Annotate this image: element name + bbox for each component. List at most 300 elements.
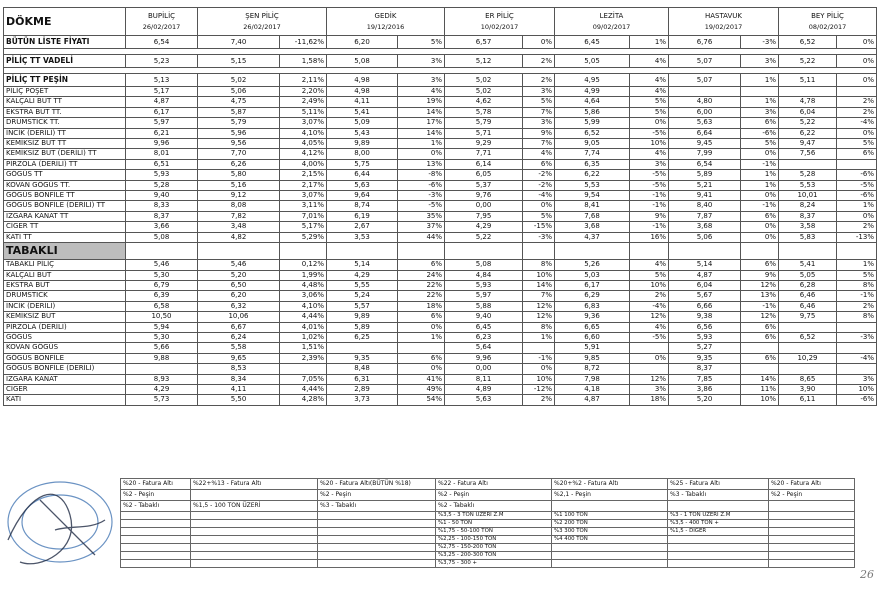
percent-diff-cell: 7% [523, 107, 555, 117]
percent-diff-cell: -6% [398, 180, 445, 190]
price-cell: 6,46 [779, 291, 837, 301]
empty-cell [837, 243, 877, 260]
table-row [4, 211, 877, 221]
price-cell: 8,93 [126, 374, 198, 384]
percent-diff-cell: 2% [523, 395, 555, 405]
price-cell: 7,70 [198, 149, 280, 159]
percent-diff-cell: 1,99% [280, 270, 327, 280]
row-label: KALÇALI BUT TT [4, 97, 126, 107]
price-cell: 5,64 [445, 343, 523, 353]
price-cell: 5,83 [779, 232, 837, 242]
price-cell: 5,50 [198, 395, 280, 405]
empty-cell [318, 560, 436, 568]
percent-diff-cell: 5% [523, 211, 555, 221]
price-cell [126, 364, 198, 374]
price-cell: 4,87 [126, 97, 198, 107]
percent-diff-cell: 18% [398, 301, 445, 311]
row-label: İNCİK (DERİLİ) TT [4, 128, 126, 138]
row-label: PİRZOLA (DERİLİ) TT [4, 159, 126, 169]
percent-diff-cell: 2,11% [280, 74, 327, 87]
price-cell: 5,46 [126, 260, 198, 270]
percent-diff-cell: 1,58% [280, 55, 327, 68]
percent-diff-cell: 6% [741, 332, 779, 342]
company-stamp-signature [0, 470, 118, 580]
volume-term-cell: %1 - 50 TON [436, 520, 552, 528]
price-cell: 9,12 [198, 191, 280, 201]
price-cell: 5,93 [445, 280, 523, 290]
empty-cell [121, 528, 191, 536]
volume-terms-row [121, 528, 855, 536]
percent-diff-cell: 3% [741, 55, 779, 68]
price-cell: 9,35 [327, 353, 398, 363]
table-row [4, 128, 877, 138]
percent-diff-cell: 5,17% [280, 222, 327, 232]
company-header [126, 8, 198, 36]
price-cell: 5,57 [327, 301, 398, 311]
row-label: KATI [4, 395, 126, 405]
price-cell: 5,11 [779, 74, 837, 87]
price-cell: 4,11 [327, 97, 398, 107]
percent-diff-cell: 54% [398, 395, 445, 405]
price-cell: 5,02 [445, 87, 523, 97]
company-header [779, 8, 877, 36]
price-cell: 5,41 [327, 107, 398, 117]
price-cell: 9,40 [445, 312, 523, 322]
price-cell: 5,86 [555, 107, 630, 117]
price-cell: 5,23 [126, 55, 198, 68]
empty-cell [318, 520, 436, 528]
price-cell: 5,78 [445, 107, 523, 117]
price-cell: 4,89 [445, 384, 523, 394]
empty-cell [191, 520, 318, 528]
price-cell: 6,26 [198, 159, 280, 169]
percent-diff-cell: 2,49% [280, 97, 327, 107]
price-cell: 9,47 [779, 139, 837, 149]
percent-diff-cell: -6% [837, 191, 877, 201]
percent-diff-cell: 0% [398, 364, 445, 374]
empty-cell [191, 528, 318, 536]
price-cell: 9,36 [555, 312, 630, 322]
company-header [327, 8, 445, 36]
percent-diff-cell: -6% [741, 128, 779, 138]
percent-diff-cell: -5% [630, 332, 669, 342]
price-cell: 4,64 [555, 97, 630, 107]
percent-diff-cell: 37% [398, 222, 445, 232]
price-cell: 6,28 [779, 280, 837, 290]
price-cell: 9,89 [327, 312, 398, 322]
volume-term-cell: %3 - 1 TON ÜZERİ Z.M [668, 512, 769, 520]
row-label: KEMİKSİZ BUT [4, 312, 126, 322]
percent-diff-cell: 10% [837, 384, 877, 394]
percent-diff-cell: 44% [398, 232, 445, 242]
empty-cell [198, 243, 280, 260]
percent-diff-cell: 5% [398, 36, 445, 49]
percent-diff-cell: 1,51% [280, 343, 327, 353]
price-cell: 7,99 [669, 149, 741, 159]
price-cell: 7,82 [198, 211, 280, 221]
price-cell [779, 87, 837, 97]
price-cell: 8,37 [779, 211, 837, 221]
empty-cell [318, 528, 436, 536]
price-cell: 5,89 [327, 322, 398, 332]
percent-diff-cell: -1% [837, 291, 877, 301]
price-cell: 6,79 [126, 280, 198, 290]
table-row [4, 270, 877, 280]
percent-diff-cell: 0,12% [280, 260, 327, 270]
price-date: 19/02/2017 [704, 22, 743, 31]
price-cell: 8,40 [669, 201, 741, 211]
price-cell: 6,56 [669, 322, 741, 332]
price-cell: 3,48 [198, 222, 280, 232]
percent-diff-cell: -4% [523, 191, 555, 201]
volume-terms-row [121, 536, 855, 544]
price-cell: 5,53 [555, 180, 630, 190]
price-cell: 6,23 [445, 332, 523, 342]
percent-diff-cell: -3% [398, 191, 445, 201]
price-cell: 5,53 [779, 180, 837, 190]
page-number: 26 [860, 568, 874, 581]
percent-diff-cell [741, 364, 779, 374]
percent-diff-cell: 4,00% [280, 159, 327, 169]
price-cell: 5,03 [555, 270, 630, 280]
volume-term-cell: %1,5 - DİĞER [668, 528, 769, 536]
price-cell: 8,41 [555, 201, 630, 211]
percent-diff-cell: 0% [523, 36, 555, 49]
percent-diff-cell: 4% [523, 149, 555, 159]
percent-diff-cell: -13% [837, 232, 877, 242]
price-cell: 5,46 [198, 260, 280, 270]
volume-term-cell: %2,75 - 150-200 TON [436, 544, 552, 552]
percent-diff-cell: 1% [741, 97, 779, 107]
row-label: GÖĞÜS BONFİLE (DERİLİ) TT [4, 201, 126, 211]
price-date: 08/02/2017 [808, 22, 847, 31]
percent-diff-cell: 13% [398, 159, 445, 169]
table-row [4, 395, 877, 405]
price-cell: 6,22 [555, 170, 630, 180]
price-cell: 5,22 [779, 55, 837, 68]
price-cell: 6,35 [555, 159, 630, 169]
price-cell: 5,67 [669, 291, 741, 301]
percent-diff-cell: 1% [398, 139, 445, 149]
empty-cell [523, 243, 555, 260]
empty-cell [191, 512, 318, 520]
price-cell: 5,97 [126, 118, 198, 128]
price-cell: 7,40 [198, 36, 280, 49]
percent-diff-cell [741, 87, 779, 97]
price-cell: 6,45 [445, 322, 523, 332]
row-label: GÖĞÜS TT [4, 170, 126, 180]
volume-term-cell [552, 552, 668, 560]
percent-diff-cell: -8% [398, 170, 445, 180]
table-row [4, 353, 877, 363]
empty-cell [318, 512, 436, 520]
percent-diff-cell: 2% [837, 107, 877, 117]
percent-diff-cell: 10% [523, 270, 555, 280]
price-cell: 5,21 [669, 180, 741, 190]
price-cell: 4,98 [327, 87, 398, 97]
percent-diff-cell: 10% [630, 280, 669, 290]
price-cell: 6,29 [555, 291, 630, 301]
price-cell: 6,58 [126, 301, 198, 311]
price-cell: 6,44 [327, 170, 398, 180]
price-cell: 6,31 [327, 374, 398, 384]
price-cell: 6,51 [126, 159, 198, 169]
price-cell: 6,00 [669, 107, 741, 117]
price-cell: 8,11 [445, 374, 523, 384]
section-title-tabakli: TABAKLI [4, 243, 126, 260]
price-cell: 8,33 [126, 201, 198, 211]
empty-cell [191, 560, 318, 568]
price-cell: 3,73 [327, 395, 398, 405]
price-cell: 8,34 [198, 374, 280, 384]
price-cell: 9,40 [126, 191, 198, 201]
percent-diff-cell: 3% [523, 118, 555, 128]
price-cell [779, 343, 837, 353]
empty-cell [669, 243, 741, 260]
volume-term-cell: %3,25 - 200-300 TON [436, 552, 552, 560]
price-cell: 6,20 [198, 291, 280, 301]
percent-diff-cell: 12% [523, 301, 555, 311]
percent-diff-cell: 5,11% [280, 107, 327, 117]
percent-diff-cell: -3% [837, 332, 877, 342]
row-label: CİĞER [4, 384, 126, 394]
price-cell: 5,63 [327, 180, 398, 190]
table-row [4, 159, 877, 169]
percent-diff-cell: 3% [523, 87, 555, 97]
percent-diff-cell: 2% [837, 97, 877, 107]
price-cell: 8,65 [779, 374, 837, 384]
terms-cell: %2,1 - Peşin [552, 490, 668, 501]
terms-cell: %2 - Peşin [769, 490, 855, 501]
price-cell: 0,00 [445, 201, 523, 211]
price-date: 10/02/2017 [480, 22, 519, 31]
price-cell: 9,96 [445, 353, 523, 363]
percent-diff-cell: 24% [398, 270, 445, 280]
price-cell: 8,53 [198, 364, 280, 374]
percent-diff-cell [837, 322, 877, 332]
percent-diff-cell [837, 87, 877, 97]
empty-cell [121, 552, 191, 560]
price-cell: 6,20 [327, 36, 398, 49]
empty-cell [769, 512, 855, 520]
percent-diff-cell: 3,07% [280, 118, 327, 128]
price-cell: 4,78 [779, 97, 837, 107]
price-cell: 7,74 [555, 149, 630, 159]
volume-term-cell: %1 100 TON [552, 512, 668, 520]
percent-diff-cell: 0% [630, 353, 669, 363]
percent-diff-cell: 2,17% [280, 180, 327, 190]
price-cell: 5,08 [327, 55, 398, 68]
percent-diff-cell: 4% [630, 74, 669, 87]
price-cell: 6,45 [555, 36, 630, 49]
percent-diff-cell: 1% [837, 260, 877, 270]
price-cell: 5,79 [198, 118, 280, 128]
percent-diff-cell: 3% [837, 374, 877, 384]
row-label: KOVAN GÖĞÜS TT. [4, 180, 126, 190]
price-cell: 4,11 [198, 384, 280, 394]
price-cell: 5,28 [779, 170, 837, 180]
percent-diff-cell: 2,20% [280, 87, 327, 97]
price-cell: 9,96 [126, 139, 198, 149]
percent-diff-cell: 0% [837, 74, 877, 87]
price-cell: 5,14 [327, 260, 398, 270]
percent-diff-cell: 49% [398, 384, 445, 394]
percent-diff-cell: 14% [398, 107, 445, 117]
percent-diff-cell: -2% [523, 180, 555, 190]
percent-diff-cell: 5% [523, 97, 555, 107]
price-sheet [3, 7, 874, 406]
percent-diff-cell: 6% [741, 322, 779, 332]
price-cell: 5,09 [327, 118, 398, 128]
percent-diff-cell: 4,44% [280, 384, 327, 394]
terms-cell: %2 - Tabaklı [436, 501, 552, 512]
price-cell: 7,95 [445, 211, 523, 221]
percent-diff-cell: -4% [630, 301, 669, 311]
volume-terms-row [121, 544, 855, 552]
percent-diff-cell: 2% [837, 222, 877, 232]
terms-cell: %2 - Peşin [318, 490, 436, 501]
company-header [198, 8, 327, 36]
price-cell: 8,74 [327, 201, 398, 211]
price-cell: 9,54 [555, 191, 630, 201]
percent-diff-cell: 7,05% [280, 374, 327, 384]
price-cell: 6,25 [327, 332, 398, 342]
company-name: BUPİLİÇ [147, 11, 176, 20]
percent-diff-cell: 0% [741, 191, 779, 201]
row-label: İNCİK (DERİLİ) [4, 301, 126, 311]
percent-diff-cell: 8% [837, 312, 877, 322]
empty-cell [630, 243, 669, 260]
price-cell: 7,85 [669, 374, 741, 384]
percent-diff-cell: 4% [630, 55, 669, 68]
percent-diff-cell: 4% [630, 260, 669, 270]
percent-diff-cell: 3% [398, 55, 445, 68]
price-cell: 9,65 [198, 353, 280, 363]
table-row [4, 343, 877, 353]
company-header [445, 8, 555, 36]
table-row [4, 312, 877, 322]
row-label: GÖĞÜS BONFİLE (DERİLİ) [4, 364, 126, 374]
price-cell: 5,63 [669, 118, 741, 128]
price-cell: 5,24 [327, 291, 398, 301]
percent-diff-cell: 14% [741, 374, 779, 384]
volume-terms-row [121, 512, 855, 520]
percent-diff-cell [523, 343, 555, 353]
table-row [4, 201, 877, 211]
price-cell: 6,11 [779, 395, 837, 405]
terms-cell: %2 - Peşin [436, 490, 552, 501]
percent-diff-cell: -4% [837, 353, 877, 363]
sheet-title: DÖKME [4, 8, 126, 36]
volume-term-cell: %3,5 - 3 TON ÜZERİ Z.M [436, 512, 552, 520]
terms-cell: %2 - Tabaklı [121, 501, 191, 512]
price-cell: 3,58 [779, 222, 837, 232]
company-name: LEZİTA [599, 11, 624, 20]
terms-cell: %2 - Peşin [121, 490, 191, 501]
empty-cell [121, 536, 191, 544]
terms-cell [552, 501, 668, 512]
table-row [4, 118, 877, 128]
price-date: 09/02/2017 [592, 22, 631, 31]
price-cell: 8,37 [669, 364, 741, 374]
percent-diff-cell: 6% [837, 149, 877, 159]
percent-diff-cell: 0% [523, 364, 555, 374]
price-cell: 9,05 [555, 139, 630, 149]
percent-diff-cell: 3% [630, 159, 669, 169]
price-cell: 5,87 [198, 107, 280, 117]
terms-cell: %22 - Fatura Altı [436, 479, 552, 490]
percent-diff-cell: -15% [523, 222, 555, 232]
percent-diff-cell: 5% [741, 139, 779, 149]
percent-diff-cell: -1% [630, 201, 669, 211]
price-cell: 7,98 [555, 374, 630, 384]
percent-diff-cell: -1% [741, 159, 779, 169]
price-cell: 6,32 [198, 301, 280, 311]
price-date: 26/02/2017 [243, 22, 281, 31]
percent-diff-cell: 1% [741, 74, 779, 87]
percent-diff-cell: 1% [398, 332, 445, 342]
percent-diff-cell: 1,02% [280, 332, 327, 342]
percent-diff-cell: 4,48% [280, 280, 327, 290]
price-cell: 4,99 [555, 87, 630, 97]
company-name: BEY PİLİÇ [811, 11, 844, 20]
percent-diff-cell: 6% [741, 353, 779, 363]
terms-cell: %20 - Fatura Altı [769, 479, 855, 490]
price-cell: 5,20 [669, 395, 741, 405]
percent-diff-cell: 0% [741, 149, 779, 159]
price-cell [327, 343, 398, 353]
row-label: KALÇALI BUT [4, 270, 126, 280]
price-cell: 3,53 [327, 232, 398, 242]
table-row [4, 291, 877, 301]
volume-term-cell: %1,75 - 50-100 TON [436, 528, 552, 536]
price-cell: 5,71 [445, 128, 523, 138]
percent-diff-cell [741, 343, 779, 353]
price-cell [779, 322, 837, 332]
row-label: KOVAN GÖĞÜS [4, 343, 126, 353]
percent-diff-cell: -11,62% [280, 36, 327, 49]
percent-diff-cell: 6% [523, 159, 555, 169]
percent-diff-cell: -12% [523, 384, 555, 394]
terms-cell: %20 - Fatura Altı(BÜTÜN %18) [318, 479, 436, 490]
price-cell: 5,80 [198, 170, 280, 180]
price-cell: 5,30 [126, 332, 198, 342]
price-cell: 8,24 [779, 201, 837, 211]
percent-diff-cell: 6% [741, 260, 779, 270]
price-cell: 10,50 [126, 312, 198, 322]
price-cell: 6,52 [779, 332, 837, 342]
price-cell: 5,73 [126, 395, 198, 405]
percent-diff-cell: -1% [630, 222, 669, 232]
price-cell: 5,75 [327, 159, 398, 169]
percent-diff-cell: 4% [630, 149, 669, 159]
table-row [4, 191, 877, 201]
percent-diff-cell: 4,05% [280, 139, 327, 149]
row-label: EKSTRA BUT [4, 280, 126, 290]
percent-diff-cell: 12% [523, 312, 555, 322]
percent-diff-cell: 22% [398, 291, 445, 301]
row-label: GÖĞÜS [4, 332, 126, 342]
table-row [4, 322, 877, 332]
volume-terms-row [121, 560, 855, 568]
price-cell: 5,14 [669, 260, 741, 270]
percent-diff-cell: 0% [837, 128, 877, 138]
percent-diff-cell: 3,06% [280, 291, 327, 301]
percent-diff-cell: 2% [837, 301, 877, 311]
price-cell: 6,57 [445, 36, 523, 49]
price-cell: 2,67 [327, 222, 398, 232]
row-label: DRUMSTICK TT. [4, 118, 126, 128]
